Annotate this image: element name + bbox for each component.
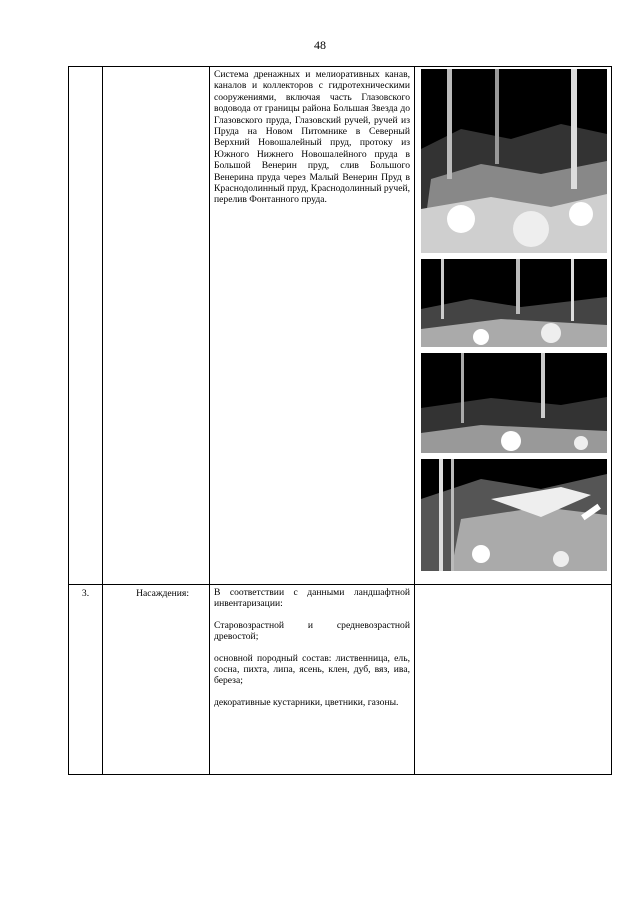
cell-label: Насаждения: [103, 585, 210, 775]
plantings-paragraph-3: основной породный состав: лиственница, ель, сосна, пихта, липа, ясень, клен, дуб, вяз, ива, береза; [214, 652, 410, 687]
table-row-continued [69, 67, 612, 585]
drainage-description: Система дренажных и мелиоративных канав, каналов и коллекторов с гидротехническими сооружениями, включая часть Глазовского водовода от границы района Большая Звезда до Глазовского пруда, Глазовский ручей, ручей из Пруда на Новом Питомнике в Северный Верхний Новошалейный пруд, протоку из Южного Нижнего Новошалейного пруда в Большой Венерин пруд, слив Большого Венерина пруда через Малый Венерин Пруд в Краснодолинный пруд, Краснодолинный ручей, перелив Фонтанного пруда. [214, 69, 410, 206]
photo-forest-stream-3 [421, 353, 607, 453]
photo-image-4 [421, 459, 607, 571]
photo-image-2 [421, 259, 607, 347]
photo-image-1 [421, 69, 607, 253]
plantings-paragraph-2: Старовозрастной и средневозрастной древостой; [214, 619, 410, 643]
page-number: 48 [314, 38, 326, 52]
photo-forest-stream-2 [421, 259, 607, 347]
plantings-paragraph-4: декоративные кустарники, цветники, газоны. [214, 696, 399, 708]
cell-photos [415, 67, 612, 585]
plantings-paragraph-1: В соответствии с данными ландшафтной инвентаризации: [214, 587, 410, 610]
cell-label-empty [103, 67, 210, 585]
photo-forest-stream-4 [421, 459, 607, 571]
heritage-table [68, 66, 612, 775]
cell-number-empty [69, 67, 103, 585]
cell-description [210, 67, 415, 585]
cell-number: 3. [69, 585, 103, 775]
table-row-3 [69, 585, 612, 775]
cell-plantings-description [210, 585, 415, 775]
cell-photos-empty [415, 585, 612, 775]
photo-image-3 [421, 353, 607, 453]
photo-forest-stream-1 [421, 69, 607, 253]
